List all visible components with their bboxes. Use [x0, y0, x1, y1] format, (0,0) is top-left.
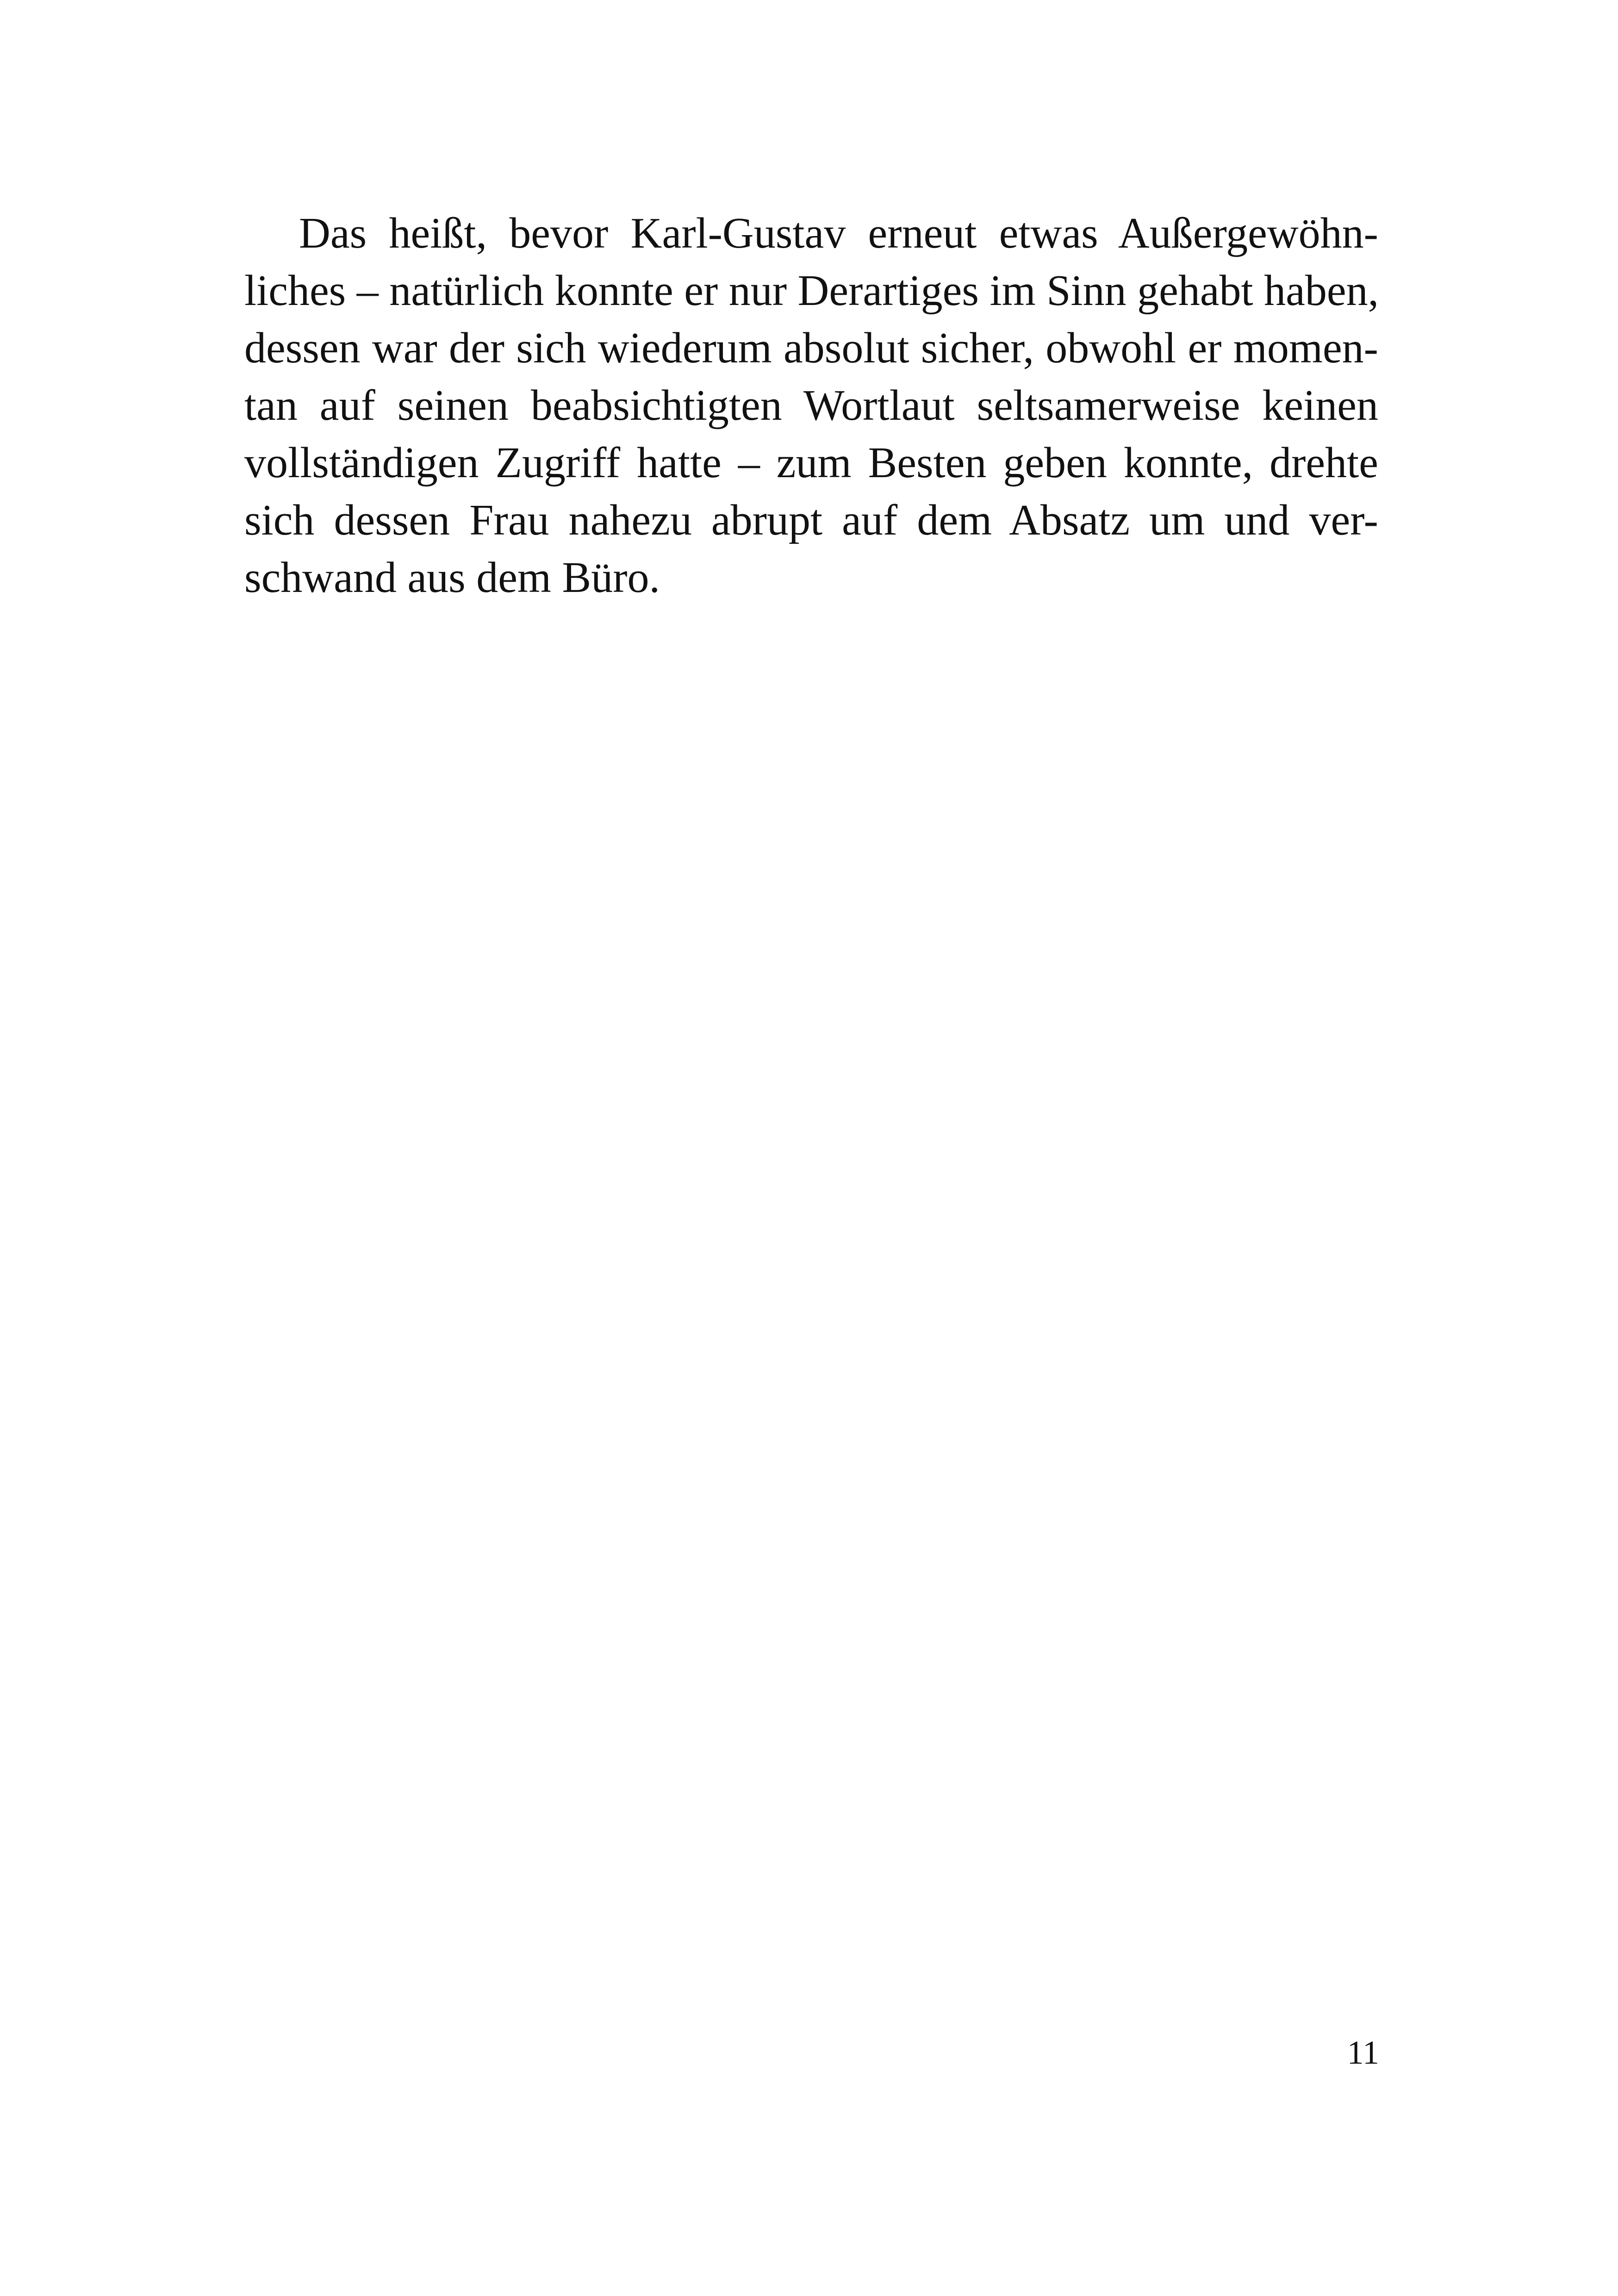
paragraph-line: schwand aus dem Büro.	[244, 554, 660, 602]
paragraph-line: liches – natürlich konnte er nur Derartiges im Sinn gehabt haben,	[244, 267, 1379, 315]
paragraph-line: vollständigen Zugriff hatte – zum Besten geben konnte, drehte	[244, 439, 1378, 487]
body-paragraph	[244, 205, 1378, 606]
paragraph-line: tan auf seinen beabsichtigten Wortlaut seltsamerweise keinen	[244, 381, 1378, 429]
paragraph-line: Das heißt, bevor Karl-Gustav erneut etwas Außergewöhn-	[299, 209, 1378, 257]
paragraph-line: dessen war der sich wiederum absolut sicher, obwohl er momen-	[244, 324, 1378, 372]
paragraph-line: sich dessen Frau nahezu abrupt auf dem Absatz um und ver-	[244, 496, 1378, 544]
page-number: 11	[1347, 2034, 1379, 2071]
